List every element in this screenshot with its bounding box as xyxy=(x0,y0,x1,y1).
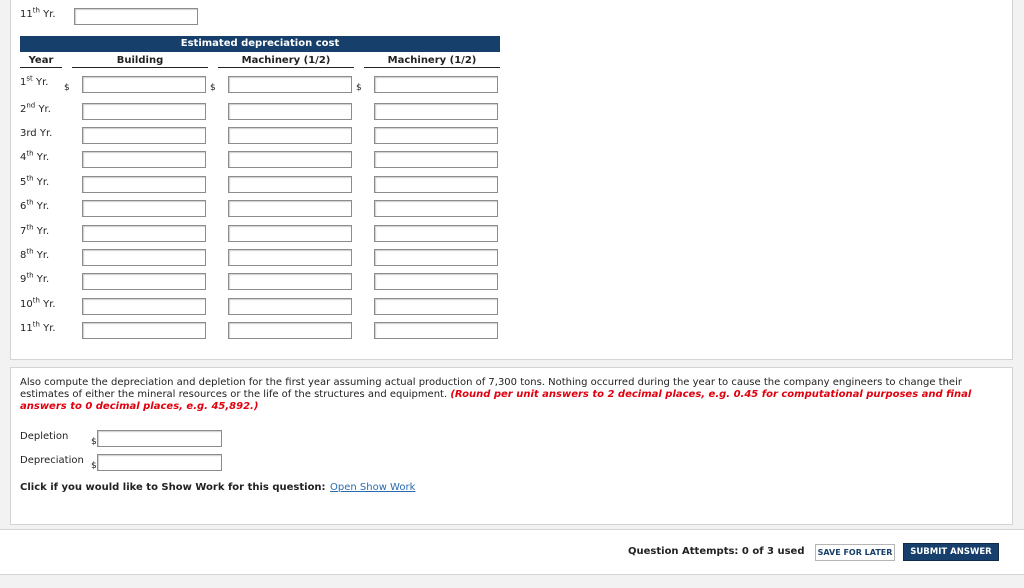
machinery-1-input[interactable] xyxy=(228,322,352,339)
col-header-machinery-2: Machinery (1/2) xyxy=(364,53,500,68)
table-row-year-label: 4th Yr. xyxy=(20,149,50,163)
question-attempts: Question Attempts: 0 of 3 used xyxy=(628,546,805,557)
currency-symbol: $ xyxy=(356,83,362,93)
table-row-year-label: 10th Yr. xyxy=(20,296,56,310)
building-input[interactable] xyxy=(82,298,206,315)
machinery-2-input[interactable] xyxy=(374,273,498,290)
col-header-year: Year xyxy=(20,53,62,68)
col-header-building: Building xyxy=(72,53,208,68)
machinery-1-input[interactable] xyxy=(228,176,352,193)
machinery-2-input[interactable] xyxy=(374,127,498,144)
instructions-text: Also compute the depreciation and depletion for the first year assuming actual production of 7,300 tons. Nothing occurred during the year to cause the company engineers to change their estimates of either the mineral resources or the life of the structures and equipment. (Round per unit answers to 2 decimal places, e.g. 0.45 for computational purposes and final answers to 0 decimal places, e.g. 45,892.) xyxy=(20,377,972,412)
depreciation-currency: $ xyxy=(91,461,97,471)
depreciation-label: Depreciation xyxy=(20,455,84,466)
building-input[interactable] xyxy=(82,176,206,193)
machinery-1-input[interactable] xyxy=(228,76,352,93)
table-row-year-label: 2nd Yr. xyxy=(20,101,51,115)
machinery-2-input[interactable] xyxy=(374,249,498,266)
table-row-year-label: 9th Yr. xyxy=(20,271,50,285)
depletion-input[interactable] xyxy=(97,430,222,447)
show-work-prompt: Click if you would like to Show Work for this question: xyxy=(20,482,326,493)
building-input[interactable] xyxy=(82,76,206,93)
depletion-label: Depletion xyxy=(20,431,69,442)
currency-symbol: $ xyxy=(64,83,70,93)
building-input[interactable] xyxy=(82,322,206,339)
save-for-later-button[interactable]: SAVE FOR LATER xyxy=(815,544,895,561)
machinery-1-input[interactable] xyxy=(228,103,352,120)
top-year-input[interactable] xyxy=(74,8,198,25)
table-row-year-label: 1st Yr. xyxy=(20,74,49,88)
machinery-2-input[interactable] xyxy=(374,103,498,120)
machinery-1-input[interactable] xyxy=(228,151,352,168)
depletion-currency: $ xyxy=(91,437,97,447)
table-row-year-label: 11th Yr. xyxy=(20,320,56,334)
depreciation-input[interactable] xyxy=(97,454,222,471)
table-group-header: Estimated depreciation cost xyxy=(20,36,500,52)
col-header-machinery-1: Machinery (1/2) xyxy=(218,53,354,68)
table-row-year-label: 5th Yr. xyxy=(20,174,50,188)
rounding-instructions: (Round per unit answers to 2 decimal places, e.g. 0.45 for computational purposes and final answers to 0 decimal places, e.g. 45,892.) xyxy=(20,389,972,412)
building-input[interactable] xyxy=(82,103,206,120)
building-input[interactable] xyxy=(82,249,206,266)
machinery-2-input[interactable] xyxy=(374,176,498,193)
building-input[interactable] xyxy=(82,127,206,144)
table-row-year-label: 3rd Yr. xyxy=(20,128,53,139)
machinery-2-input[interactable] xyxy=(374,76,498,93)
machinery-1-input[interactable] xyxy=(228,249,352,266)
machinery-2-input[interactable] xyxy=(374,298,498,315)
building-input[interactable] xyxy=(82,225,206,242)
table-row-year-label: 6th Yr. xyxy=(20,198,50,212)
submit-answer-button[interactable]: SUBMIT ANSWER xyxy=(903,543,999,561)
machinery-2-input[interactable] xyxy=(374,200,498,217)
machinery-1-input[interactable] xyxy=(228,273,352,290)
table-row-year-label: 8th Yr. xyxy=(20,247,50,261)
machinery-1-input[interactable] xyxy=(228,225,352,242)
machinery-2-input[interactable] xyxy=(374,225,498,242)
building-input[interactable] xyxy=(82,273,206,290)
machinery-1-input[interactable] xyxy=(228,127,352,144)
open-show-work-link[interactable]: Open Show Work xyxy=(330,482,416,493)
currency-symbol: $ xyxy=(210,83,216,93)
machinery-2-input[interactable] xyxy=(374,151,498,168)
machinery-2-input[interactable] xyxy=(374,322,498,339)
building-input[interactable] xyxy=(82,200,206,217)
machinery-1-input[interactable] xyxy=(228,200,352,217)
table-row-year-label: 7th Yr. xyxy=(20,223,50,237)
top-year-label: 11th Yr. xyxy=(20,6,56,20)
machinery-1-input[interactable] xyxy=(228,298,352,315)
building-input[interactable] xyxy=(82,151,206,168)
